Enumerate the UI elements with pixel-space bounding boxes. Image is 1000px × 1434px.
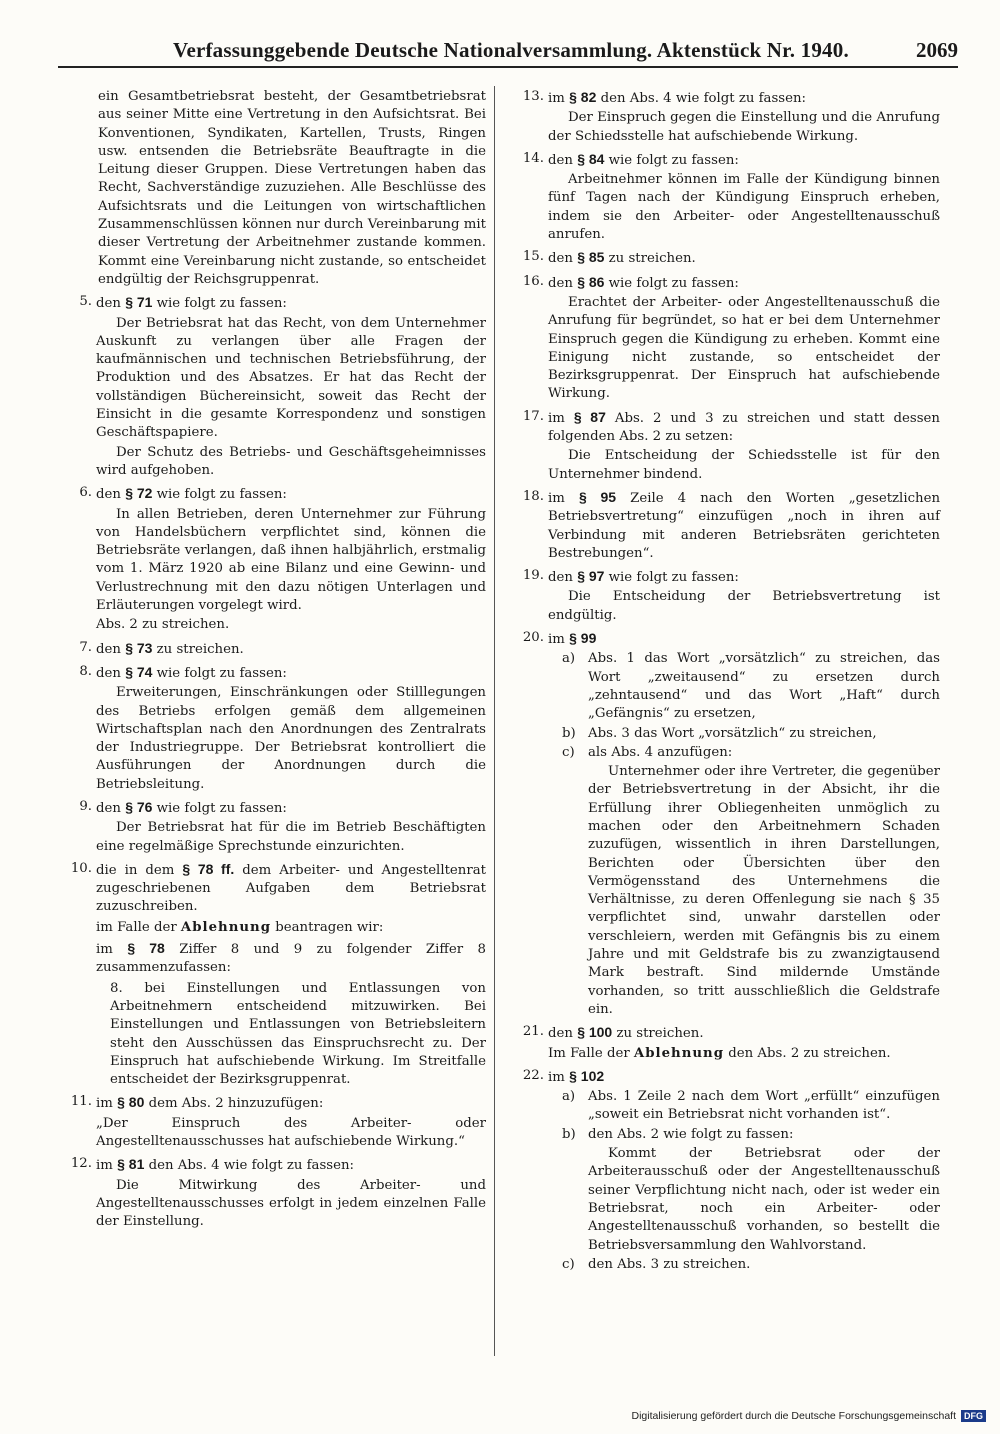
- list-item: [510, 88, 940, 146]
- item-number: 5.: [79, 294, 92, 310]
- page-title: Verfassunggebende Deutsche Nationalversammlung. Aktenstück Nr. 1940.: [173, 38, 849, 62]
- item-text: zu streichen.: [616, 1026, 704, 1042]
- item-number: 14.: [522, 150, 544, 166]
- item-text: wie folgt zu fassen:: [608, 570, 739, 586]
- sub-item-letter: b): [562, 1126, 576, 1142]
- item-text: im: [548, 1069, 565, 1085]
- item-text: zu streichen.: [156, 641, 244, 657]
- sub-item-text: den Abs. 2 wie folgt zu fassen:: [588, 1126, 794, 1142]
- page-header: [38, 38, 958, 72]
- list-item: [510, 1023, 940, 1063]
- item-text: den: [548, 275, 573, 291]
- list-item: [58, 1093, 486, 1151]
- item-text: den: [96, 487, 121, 503]
- sub-item-letter: c): [562, 1256, 575, 1272]
- emphasis-text: Ablehnung: [633, 1045, 725, 1061]
- sub-item: [562, 725, 940, 743]
- item-text: den: [96, 800, 121, 816]
- section-ref: § 85: [577, 249, 605, 266]
- list-item: [58, 639, 486, 659]
- sub-item-text: Abs. 1 das Wort „vorsätzlich“ zu streichen, das Wort „zweitausend“ zu ersetzen durch „zehntausend“ und das Wort „Haft“ durch „Gefängnis“ zu ersetzen,: [588, 651, 940, 722]
- section-ref: § 72: [125, 485, 153, 502]
- quoted-text: Erachtet der Arbeiter- oder Angestelltenausschuß die Anrufung für begründet, so hat er bei dem Unternehmer Einspruch gegen die Kündigung zu erheben. Kommt eine Einigung nicht zustande, so entscheidet der Bezirksgruppenrat. Der Einspruch hat aufschiebende Wirkung.: [548, 294, 940, 402]
- item-text: die in dem: [96, 862, 175, 878]
- sub-item-letter: b): [562, 725, 576, 741]
- sub-item-text: als Abs. 4 anzufügen:: [588, 744, 733, 760]
- item-text: wie folgt zu fassen:: [156, 665, 287, 681]
- intro-paragraph: ein Gesamtbetriebsrat besteht, der Gesamtbetriebsrat aus seiner Mitte eine Vertretung in den Aufsichtsrat. Bei Konventionen, Syndikaten, Kartellen, Trusts, Ringen usw. entsenden die Betriebsräte Beauftragte in die Leitung dieser Gruppen. Diese Vertretungen haben das Recht, Sachverständige zuzuziehen. Alle Beschlüsse des Aufsichtsrats und die Leitungen von wirtschaftlichen Zusammenschlüssen können nur durch Vereinbarung mit dieser Vertretung der Arbeitnehmer zustande kommen. Kommt eine Vereinbarung nicht zustande, so entscheidet endgültig der Reichsgruppenrat.: [98, 89, 486, 287]
- list-item: [510, 488, 940, 563]
- quoted-text: „Der Einspruch des Arbeiter- oder Angestelltenausschusses hat aufschiebende Wirkung.“: [96, 1115, 486, 1150]
- credit-text: Digitalisierung gefördert durch die Deutsche Forschungsgemeinschaft: [631, 1410, 956, 1422]
- quoted-text: Die Entscheidung der Schiedsstelle ist für den Unternehmer bindend.: [548, 448, 940, 482]
- item-text: den Abs. 2 zu streichen.: [728, 1045, 891, 1061]
- item-text: im: [96, 1158, 113, 1174]
- item-text: den: [548, 570, 573, 586]
- list-item: [58, 663, 486, 794]
- sub-item-text: den Abs. 3 zu streichen.: [588, 1256, 751, 1272]
- item-number: 6.: [79, 485, 92, 501]
- sub-item: [562, 1088, 940, 1125]
- quoted-text: Der Betriebsrat hat das Recht, von dem Unternehmer Auskunft zu verlangen über alle Fragen der kaufmännischen und technischen Betriebsführung, der Produktion und des Absatzes. Er hat das Recht der vollständigen Büchereinsicht, soweit das Recht der Einsicht in die gesamte Korrespondenz und sonstigen Geschäftspapiere.: [96, 315, 486, 441]
- dfg-logo-icon: DFG: [961, 1410, 986, 1422]
- item-text: im: [548, 91, 565, 106]
- quoted-text: In allen Betrieben, deren Unternehmer zur Führung von Handelsbüchern verpflichtet sind, können die Betriebsräte verlangen, daß ihnen halbjährlich, erstmalig vom 1. März 1920 ab eine Bilanz und eine Gewinn- und Verlustrechnung mit den dazu nötigen Unterlagen und Erläuterungen vorgelegt wird.: [96, 506, 486, 614]
- quoted-text: Unternehmer oder ihre Vertreter, die gegenüber der Betriebsvertretung in der Absicht, ihr die Erfüllung ihrer Obliegenheiten unmöglich zu machen oder den Arbeitnehmern Schaden zuzufügen, wissentlich in ihren Darstellungen, Berichten oder Übersichten über den Vermögensstand des Unternehmens die Verhältnisse, zu deren Offenlegung sie nach § 35 verpflichtet sind, unwahr darstellen oder verschleiern, werden mit Gefängnis bis zu einem Jahre und mit Geldstrafe bis zu zwanzigtausend Mark bestraft. Sind mildernde Umstände vorhanden, so tritt ausschließlich die Geldstrafe ein.: [588, 764, 940, 1017]
- list-item: [510, 567, 940, 625]
- sub-item: [562, 650, 940, 723]
- sub-item: [562, 1256, 940, 1274]
- item-text: den: [548, 1026, 573, 1042]
- section-ref: § 100: [577, 1024, 613, 1041]
- column-divider: [494, 86, 495, 1356]
- section-ref: § 87: [573, 408, 606, 425]
- item-text: dem Arbeiter- und Angestelltenrat zugeschriebenen Aufgaben dem Betriebsrat zuzuschreiben.: [96, 862, 486, 915]
- item-text: im: [96, 1096, 113, 1112]
- quoted-text: Der Betriebsrat hat für die im Betrieb Beschäftigten eine regelmäßige Sprechstunde einzurichten.: [96, 820, 486, 854]
- section-ref: § 74: [125, 663, 153, 680]
- item-text: den: [548, 251, 573, 267]
- item-number: 17.: [522, 408, 544, 424]
- item-text: wie folgt zu fassen:: [156, 296, 287, 312]
- list-item: [58, 484, 486, 634]
- item-number: 18.: [522, 488, 544, 504]
- right-column: [510, 88, 940, 1278]
- section-ref: § 71: [125, 294, 153, 311]
- item-text: den: [96, 641, 121, 657]
- quoted-text: Kommt der Betriebsrat oder der Arbeiterausschuß oder der Angestelltenausschuß seiner Verpflichtung nicht nach, oder ist weder ein Betriebsrat, noch ein Arbeiter- oder Angestelltenausschuß vorhanden, so bestellt die Betriebsversammlung den Wahlvorstand.: [588, 1146, 940, 1253]
- item-number: 19.: [522, 568, 544, 584]
- section-ref: § 86: [577, 273, 605, 290]
- item-text: wie folgt zu fassen:: [608, 275, 739, 291]
- list-item: [58, 293, 486, 480]
- list-item: [510, 1067, 940, 1274]
- sub-item: [562, 744, 940, 1019]
- list-item: [510, 248, 940, 268]
- item-text: im: [96, 942, 113, 958]
- section-ref: § 82: [569, 89, 597, 105]
- section-ref: § 102: [569, 1067, 605, 1084]
- list-item: [510, 150, 940, 244]
- item-text: im: [548, 632, 565, 648]
- quoted-text: Abs. 2 zu streichen.: [96, 617, 230, 633]
- item-text: Abs. 2 und 3 zu streichen und statt dessen folgenden Abs. 2 zu setzen:: [548, 410, 940, 445]
- quoted-text: Der Einspruch gegen die Einstellung und die Anrufung der Schiedsstelle hat aufschiebende Wirkung.: [548, 110, 940, 144]
- digitization-credit: [631, 1410, 986, 1422]
- page-number: 2069: [916, 38, 958, 62]
- list-item: [510, 273, 940, 404]
- list-item: [58, 860, 486, 1090]
- section-ref: § 84: [577, 150, 605, 167]
- item-text: im: [548, 410, 565, 426]
- section-ref: § 78 ff.: [182, 860, 235, 877]
- quoted-text: Der Schutz des Betriebs- und Geschäftsgeheimnisses wird aufgehoben.: [96, 444, 486, 478]
- quoted-text: Arbeitnehmer können im Falle der Kündigung binnen fünf Tagen nach der Kündigung Einspruch erheben, indem sie den Arbeiter- oder Angestelltenausschuß anrufen.: [548, 172, 940, 243]
- item-text: Zeile 4 nach den Worten „gesetzlichen Betriebsvertretung“ einzufügen „noch in ihren auf Verbindung mit anderen Betriebsräten gerichteten Bestrebungen“.: [548, 490, 941, 561]
- sub-item-text: Abs. 1 Zeile 2 nach dem Wort „erfüllt“ einzufügen „soweit ein Betriebsrat nicht vorhanden ist“.: [588, 1089, 940, 1123]
- item-number: 15.: [522, 249, 544, 265]
- item-number: 22.: [522, 1067, 544, 1083]
- quoted-text: Die Mitwirkung des Arbeiter- und Angestelltenausschusses erfolgt in jedem einzelnen Falle der Einstellung.: [96, 1177, 486, 1230]
- section-ref: § 99: [569, 630, 597, 647]
- item-text: den Abs. 4 wie folgt zu fassen:: [600, 91, 807, 106]
- list-item: [58, 798, 486, 856]
- sub-item-text: Abs. 3 das Wort „vorsätzlich“ zu streichen,: [588, 725, 877, 741]
- sub-item-letter: a): [562, 1089, 576, 1105]
- item-text: im: [548, 490, 565, 506]
- item-number: 13.: [522, 89, 544, 104]
- quoted-text: Erweiterungen, Einschränkungen oder Stilllegungen des Betriebs erfolgen gemäß dem allgemeinen Wirtschaftsplan nach den Anordnungen des Zentralrats der Industriegruppe. Der Betriebsrat kontrolliert die Ausführungen der Anordnungen durch die Betriebsleitung.: [96, 685, 486, 792]
- item-text: Ziffer 8 und 9 zu folgender Ziffer 8 zusammenzufassen:: [96, 942, 486, 976]
- list-item: [510, 629, 940, 1019]
- section-ref: § 80: [117, 1094, 145, 1111]
- item-number: 20.: [522, 630, 544, 646]
- item-number: 11.: [70, 1094, 92, 1110]
- item-text: dem Abs. 2 hinzuzufügen:: [148, 1096, 324, 1112]
- quoted-text: 8. bei Einstellungen und Entlassungen von Arbeitnehmern entscheidend mitzuwirken. Bei Einstellungen und Entlassungen von Betriebsleitern steht den Ausschüssen das Einspruchsrecht zu. Der Einspruch hat aufschiebende Wirkung. Im Streitfalle entscheidet der Bezirksgruppenrat.: [110, 980, 486, 1088]
- item-number: 10.: [70, 860, 92, 876]
- sub-item-letter: c): [562, 744, 575, 760]
- item-number: 7.: [79, 639, 92, 655]
- left-column: [58, 88, 486, 1236]
- item-text: beantragen wir:: [275, 919, 384, 935]
- item-number: 16.: [522, 273, 544, 289]
- list-item: [58, 1155, 486, 1231]
- list-item: [510, 408, 940, 484]
- sub-item-letter: a): [562, 651, 576, 667]
- header-rule: [58, 66, 958, 68]
- item-text: Im Falle der: [548, 1045, 630, 1061]
- item-text: den: [548, 152, 573, 168]
- section-ref: § 78: [127, 940, 165, 957]
- section-ref: § 97: [577, 568, 605, 585]
- item-text: den: [96, 296, 121, 312]
- item-number: 9.: [79, 798, 92, 814]
- item-number: 12.: [70, 1156, 92, 1172]
- item-text: den Abs. 4 wie folgt zu fassen:: [148, 1158, 355, 1174]
- quoted-text: Die Entscheidung der Betriebsvertretung ist endgültig.: [548, 589, 940, 623]
- item-number: 8.: [79, 663, 92, 679]
- section-ref: § 73: [125, 639, 153, 656]
- emphasis-text: Ablehnung: [180, 919, 272, 935]
- item-text: zu streichen.: [608, 251, 696, 267]
- item-text: wie folgt zu fassen:: [156, 487, 287, 503]
- section-ref: § 95: [578, 488, 617, 505]
- item-text: wie folgt zu fassen:: [608, 152, 739, 168]
- section-ref: § 81: [117, 1156, 145, 1173]
- item-text: den: [96, 665, 121, 681]
- item-number: 21.: [522, 1024, 544, 1040]
- sub-item: [562, 1126, 940, 1255]
- item-text: wie folgt zu fassen:: [156, 800, 287, 816]
- item-text: im Falle der: [96, 919, 177, 935]
- section-ref: § 76: [125, 798, 153, 815]
